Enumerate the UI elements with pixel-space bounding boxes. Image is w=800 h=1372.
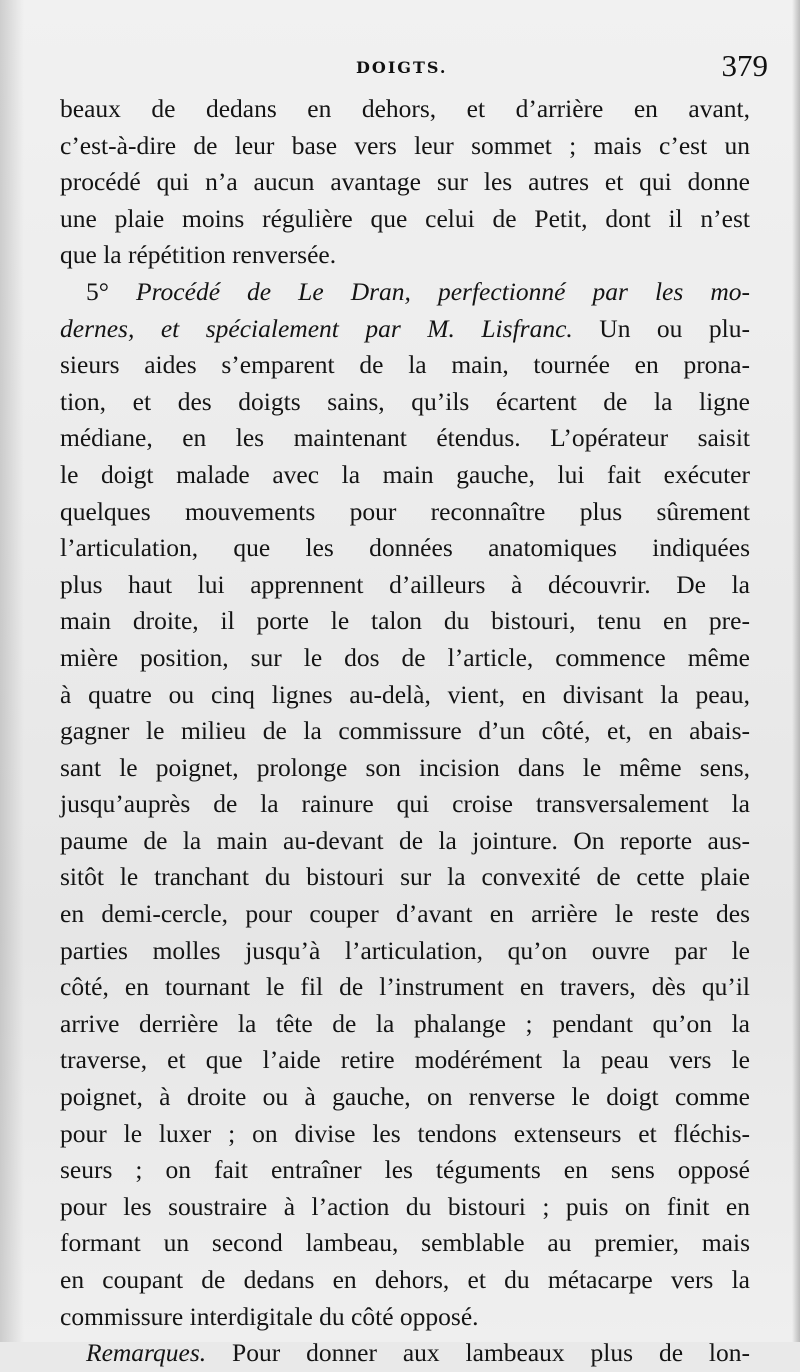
running-title: DOIGTS. bbox=[356, 58, 448, 77]
text-line: gagner le milieu de la commissure d’un côté, et, en abais- bbox=[60, 716, 750, 746]
text-line: mière position, sur le dos de l’article, commence même bbox=[60, 642, 750, 672]
remarks-label: Remarques. bbox=[86, 1338, 207, 1368]
section-number: 5° bbox=[86, 276, 136, 306]
body-text bbox=[60, 91, 750, 1372]
text-line: quelques mouvements pour reconnaître plus sûrement bbox=[60, 496, 750, 526]
text-line: pour les soustraire à l’action du bistouri ; puis on finit en bbox=[60, 1191, 750, 1221]
text-line: procédé qui n’a aucun avantage sur les autres et qui donne bbox=[60, 167, 750, 197]
text-line: poignet, à droite ou à gauche, on renverse le doigt comme bbox=[60, 1082, 750, 1112]
page-gutter-shadow bbox=[0, 0, 24, 1342]
text-line: à quatre ou cinq lignes au-delà, vient, en divisant la peau, bbox=[60, 679, 750, 709]
text-line: sieurs aides s’emparent de la main, tournée en prona- bbox=[60, 350, 750, 380]
page-number: 379 bbox=[721, 48, 768, 83]
remarks-line bbox=[60, 1335, 750, 1372]
text-line: tion, et des doigts sains, qu’ils écartent de la ligne bbox=[60, 386, 750, 416]
text-line: une plaie moins régulière que celui de Petit, dont il n’est bbox=[60, 203, 750, 233]
section-title-italic: dernes, et spécialement par M. Lisfranc. bbox=[60, 313, 573, 343]
text-run: Un ou plu- bbox=[572, 313, 750, 343]
text-line: pour le luxer ; on divise les tendons extenseurs et fléchis- bbox=[60, 1118, 750, 1148]
text-line: commissure interdigitale du côté opposé. bbox=[60, 1301, 479, 1331]
text-line: c’est-à-dire de leur base vers leur sommet ; mais c’est un bbox=[60, 130, 750, 160]
section-title-italic: Procédé de Le Dran, perfectionné par les mo- bbox=[136, 276, 750, 306]
text-line: arrive derrière la tête de la phalange ; pendant qu’on la bbox=[60, 1008, 750, 1038]
text-line: l’articulation, que les données anatomiques indiquées bbox=[60, 533, 750, 563]
running-head bbox=[0, 48, 800, 86]
text-line: le doigt malade avec la main gauche, lui fait exécuter bbox=[60, 459, 750, 489]
text-line: parties molles jusqu’à l’articulation, qu’on ouvre par le bbox=[60, 935, 750, 965]
text-line: que la répétition renversée. bbox=[60, 240, 337, 270]
text-line: main droite, il porte le talon du bistouri, tenu en pre- bbox=[60, 606, 750, 636]
text-line: sitôt le tranchant du bistouri sur la convexité de cette plaie bbox=[60, 862, 750, 892]
text-line: paume de la main au-devant de la jointure. On reporte aus- bbox=[60, 825, 750, 855]
text-run: Pour donner aux lambeaux plus de lon- bbox=[206, 1338, 750, 1368]
text-line: beaux de dedans en dehors, et d’arrière en avant, bbox=[60, 94, 750, 123]
section-heading-line bbox=[60, 311, 750, 348]
text-line: en demi-cercle, pour couper d’avant en arrière le reste des bbox=[60, 899, 750, 929]
text-line: seurs ; on fait entraîner les téguments en sens opposé bbox=[60, 1155, 750, 1185]
page-edge-shadow bbox=[792, 0, 800, 1342]
text-line: jusqu’auprès de la rainure qui croise transversalement la bbox=[60, 789, 750, 819]
text-line: plus haut lui apprennent d’ailleurs à découvrir. De la bbox=[60, 569, 750, 599]
section-heading-line bbox=[60, 274, 750, 311]
text-line: médiane, en les maintenant étendus. L’opérateur saisit bbox=[60, 423, 750, 453]
text-line: côté, en tournant le fil de l’instrument en travers, dès qu’il bbox=[60, 972, 750, 1002]
text-line: sant le poignet, prolonge son incision dans le même sens, bbox=[60, 752, 750, 782]
text-line: formant un second lambeau, semblable au premier, mais bbox=[60, 1228, 750, 1258]
text-line: traverse, et que l’aide retire modérément la peau vers le bbox=[60, 1045, 750, 1075]
text-line: en coupant de dedans en dehors, et du métacarpe vers la bbox=[60, 1265, 750, 1294]
